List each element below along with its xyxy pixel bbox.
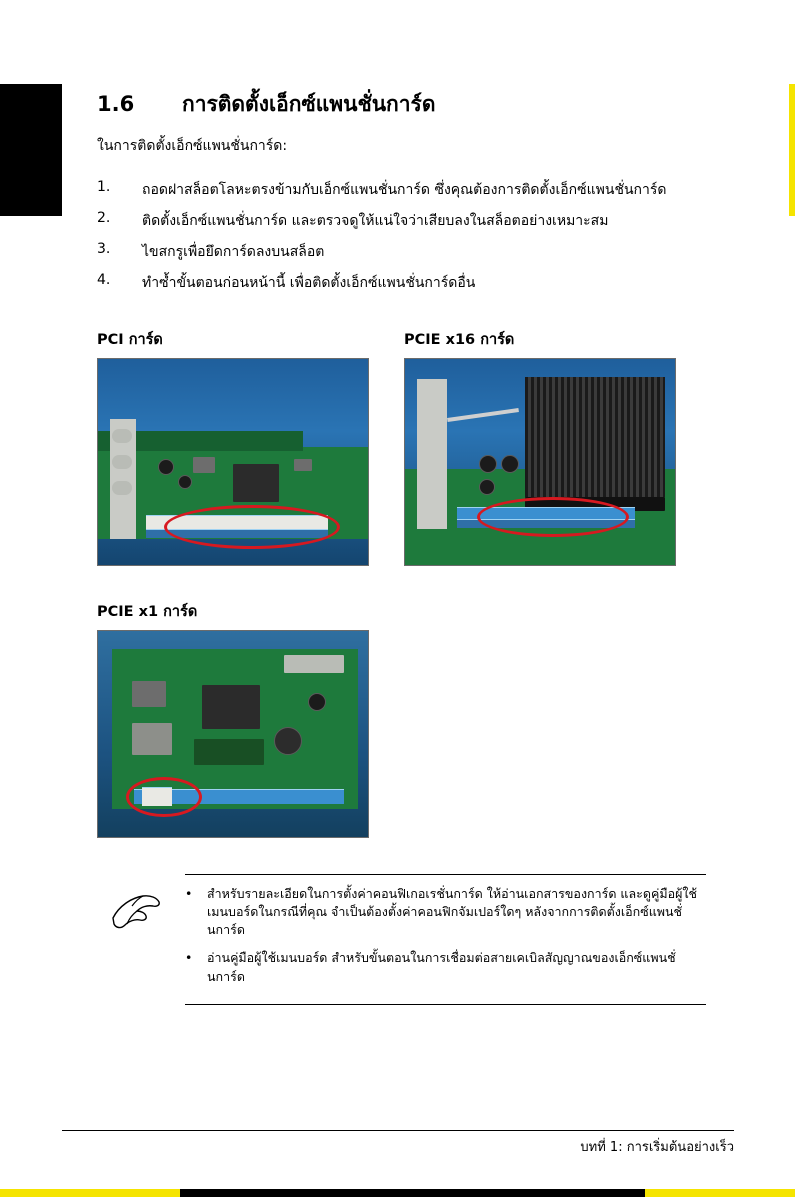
section-title: การติดตั้งเอ็กซ์แพนชั่นการ์ด (182, 92, 436, 116)
page-left-black-bar (0, 84, 62, 216)
pcie-x1-card-label: PCIE x1 การ์ด (97, 604, 198, 620)
page-bottom-bar-yellow-right (645, 1189, 795, 1197)
pcie-x16-card-photo (404, 358, 676, 566)
pci-card-label: PCI การ์ด (97, 332, 163, 348)
intro-text: ในการติดตั้งเอ็กซ์แพนชั่นการ์ด: (97, 138, 288, 154)
step-text: ทำซ้ำขั้นตอนก่อนหน้านี้ เพื่อติดตั้งเอ็กซ์แพนชั่นการ์ดอื่น (142, 275, 476, 291)
pointing-hand-icon (107, 888, 171, 936)
pci-card-photo (97, 358, 369, 566)
port-connector (132, 723, 172, 755)
list-item (97, 179, 717, 201)
list-item (97, 210, 717, 232)
capacitor (479, 479, 495, 495)
capacitor (308, 693, 326, 711)
footer-divider (62, 1130, 734, 1131)
bullet-icon: • (185, 950, 193, 966)
step-number: 2. (97, 210, 111, 226)
section-heading (97, 88, 717, 121)
step-text: ถอดฝาสล็อตโลหะตรงข้ามกับเอ็กซ์แพนชั่นการ์ด ซึ่งคุณต้องการติดตั้งเอ็กซ์แพนชั่นการ์ด (142, 182, 667, 198)
capacitor (479, 455, 497, 473)
highlight-ellipse (477, 497, 629, 537)
bullet-icon: • (185, 886, 193, 901)
steps-list (97, 179, 717, 294)
step-number: 3. (97, 241, 111, 257)
step-number: 1. (97, 179, 111, 195)
pcie-x1-card-photo (97, 630, 369, 838)
page-right-yellow-bar (789, 84, 795, 216)
section-number: 1.6 (97, 92, 135, 116)
page-bottom-bar (0, 1189, 795, 1197)
note-box (97, 874, 717, 1005)
capacitor (158, 459, 174, 475)
capacitor (178, 475, 192, 489)
pcie-x16-card-label: PCIE x16 การ์ด (404, 332, 515, 348)
figure-images-row-2 (97, 630, 717, 838)
page-bottom-bar-yellow-left (0, 1189, 180, 1197)
footer-text: บทที่ 1: การเริ่มต้นอย่างเร็ว (580, 1140, 734, 1155)
card-bracket (417, 379, 447, 529)
list-item (185, 949, 706, 985)
label-sticker (284, 655, 344, 673)
gpu-heatsink (525, 377, 665, 497)
list-item (97, 272, 717, 294)
main-chip (233, 464, 279, 502)
highlight-ellipse (126, 777, 202, 817)
note-bottom-rule (185, 1004, 706, 1005)
list-item (185, 885, 706, 939)
small-chip (294, 459, 312, 471)
figure-images-row-1 (97, 358, 717, 566)
port-connector (112, 481, 132, 495)
list-item (97, 241, 717, 263)
note-text: สำหรับรายละเอียดในการตั้งค่าคอนฟิเกอเรชั่นการ์ด ให้อ่านเอกสารของการ์ด และดูคู่มือผู้ใช้เมนบอร์ดในกรณีที่คุณ จำเป็นต้องตั้งค่าคอนฟิกจัมเปอร์ใดๆ หลังจากการติดตั้งเอ็กซ์แพนชั่นการ์ด (207, 886, 698, 938)
port-connector (112, 429, 132, 443)
figure-labels-row-2 (97, 600, 717, 626)
small-chip (193, 457, 215, 473)
port-connector (112, 455, 132, 469)
capacitor (501, 455, 519, 473)
capacitor (274, 727, 302, 755)
step-number: 4. (97, 272, 111, 288)
note-text: อ่านคู่มือผู้ใช้เมนบอร์ด สำหรับขั้นตอนในการเชื่อมต่อสายเคเบิลสัญญาณของเอ็กซ์แพนชั่นการ์ด (207, 950, 676, 984)
note-body (185, 875, 706, 1004)
step-text: ติดตั้งเอ็กซ์แพนชั่นการ์ด และตรวจดูให้แน่ใจว่าเสียบลงในสล็อตอย่างเหมาะสม (142, 213, 609, 229)
page-content (97, 0, 717, 1005)
highlight-ellipse (164, 505, 340, 549)
figure-labels-row-1 (97, 328, 717, 354)
small-chip (194, 739, 264, 765)
step-text: ไขสกรูเพื่อยึดการ์ดลงบนสล็อต (142, 244, 325, 260)
main-chip (202, 685, 260, 729)
small-chip (132, 681, 166, 707)
